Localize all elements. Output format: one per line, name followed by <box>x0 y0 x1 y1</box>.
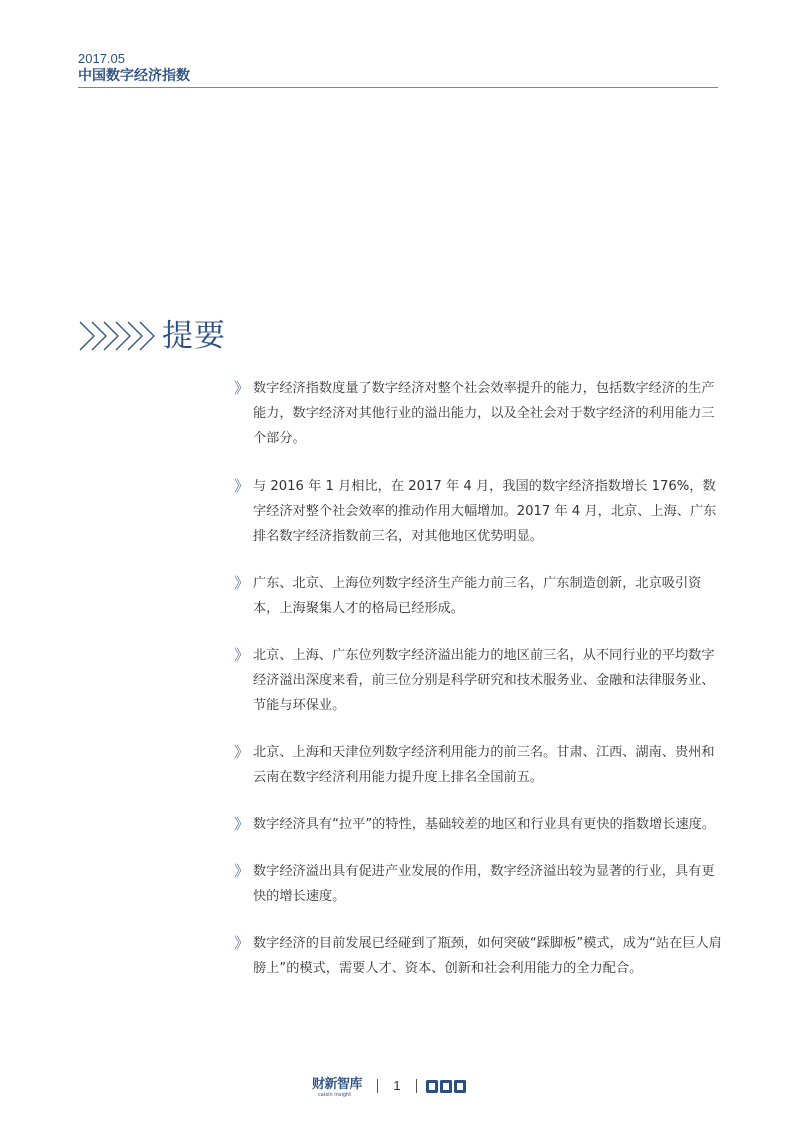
summary-list <box>234 376 724 981</box>
footer-divider <box>377 1079 378 1093</box>
caixin-logo-subtitle: caixin insight <box>318 1092 352 1098</box>
list-item <box>234 643 724 718</box>
bbd-logo <box>426 1080 466 1093</box>
footer-divider <box>416 1079 417 1093</box>
header-title: 中国数字经济指数 <box>78 68 190 84</box>
page-header <box>78 52 718 88</box>
list-item <box>234 931 724 981</box>
header-rule <box>78 87 718 88</box>
caixin-logo: 财新智库 <box>312 1077 363 1092</box>
list-item-text: 北京、上海和天津位列数字经济利用能力的前三名。甘肃、江西、湖南、贵州和云南在数字经济利用能力提升度上排名全国前五。 <box>253 745 715 785</box>
bullet-marker-icon: 》 <box>234 574 250 592</box>
list-item <box>234 474 724 549</box>
section-title: 提要 <box>162 318 226 354</box>
section-heading <box>78 316 226 356</box>
list-item-text: 北京、上海、广东位列数字经济溢出能力的地区前三名，从不同行业的平均数字经济溢出深度来看，前三位分别是科学研究和技术服务业、金融和法律服务业、节能与环保业。 <box>253 648 715 713</box>
bullet-marker-icon: 》 <box>234 815 250 833</box>
bullet-marker-icon: 》 <box>234 646 250 664</box>
list-item <box>234 571 724 621</box>
bullet-marker-icon: 》 <box>234 743 250 761</box>
list-item-text: 数字经济的目前发展已经碰到了瓶颈，如何突破“踩脚板”模式，成为“站在巨人肩膀上”的模式，需要人才、资本、创新和社会利用能力的全力配合。 <box>253 936 722 976</box>
list-item-text: 广东、北京、上海位列数字经济生产能力前三名，广东制造创新，北京吸引资本，上海聚集人才的格局已经形成。 <box>253 576 702 616</box>
list-item-text: 与 2016 年 1 月相比，在 2017 年 4 月，我国的数字经济指数增长 176%，数字经济对整个社会效率的推动作用大幅增加。2017 年 4 月，北京、上海、广东排名数字经济指数前三名，对其他地区优势明显。 <box>253 479 717 544</box>
list-item-text: 数字经济溢出具有促进产业发展的作用，数字经济溢出较为显著的行业，具有更快的增长速度。 <box>253 864 715 904</box>
list-item <box>234 740 724 790</box>
chevrons-icon <box>78 316 156 356</box>
bullet-marker-icon: 》 <box>234 934 250 952</box>
bullet-marker-icon: 》 <box>234 379 250 397</box>
list-item-text: 数字经济具有“拉平”的特性，基础较差的地区和行业具有更快的指数增长速度。 <box>253 817 716 832</box>
page-footer <box>0 1077 793 1101</box>
bullet-marker-icon: 》 <box>234 477 250 495</box>
list-item <box>234 859 724 909</box>
list-item <box>234 812 724 837</box>
list-item <box>234 376 724 451</box>
bullet-marker-icon: 》 <box>234 862 250 880</box>
header-date: 2017.05 <box>78 51 125 66</box>
list-item-text: 数字经济指数度量了数字经济对整个社会效率提升的能力，包括数字经济的生产能力，数字经济对其他行业的溢出能力，以及全社会对于数字经济的利用能力三个部分。 <box>253 381 715 446</box>
page-number: 1 <box>393 1078 401 1093</box>
